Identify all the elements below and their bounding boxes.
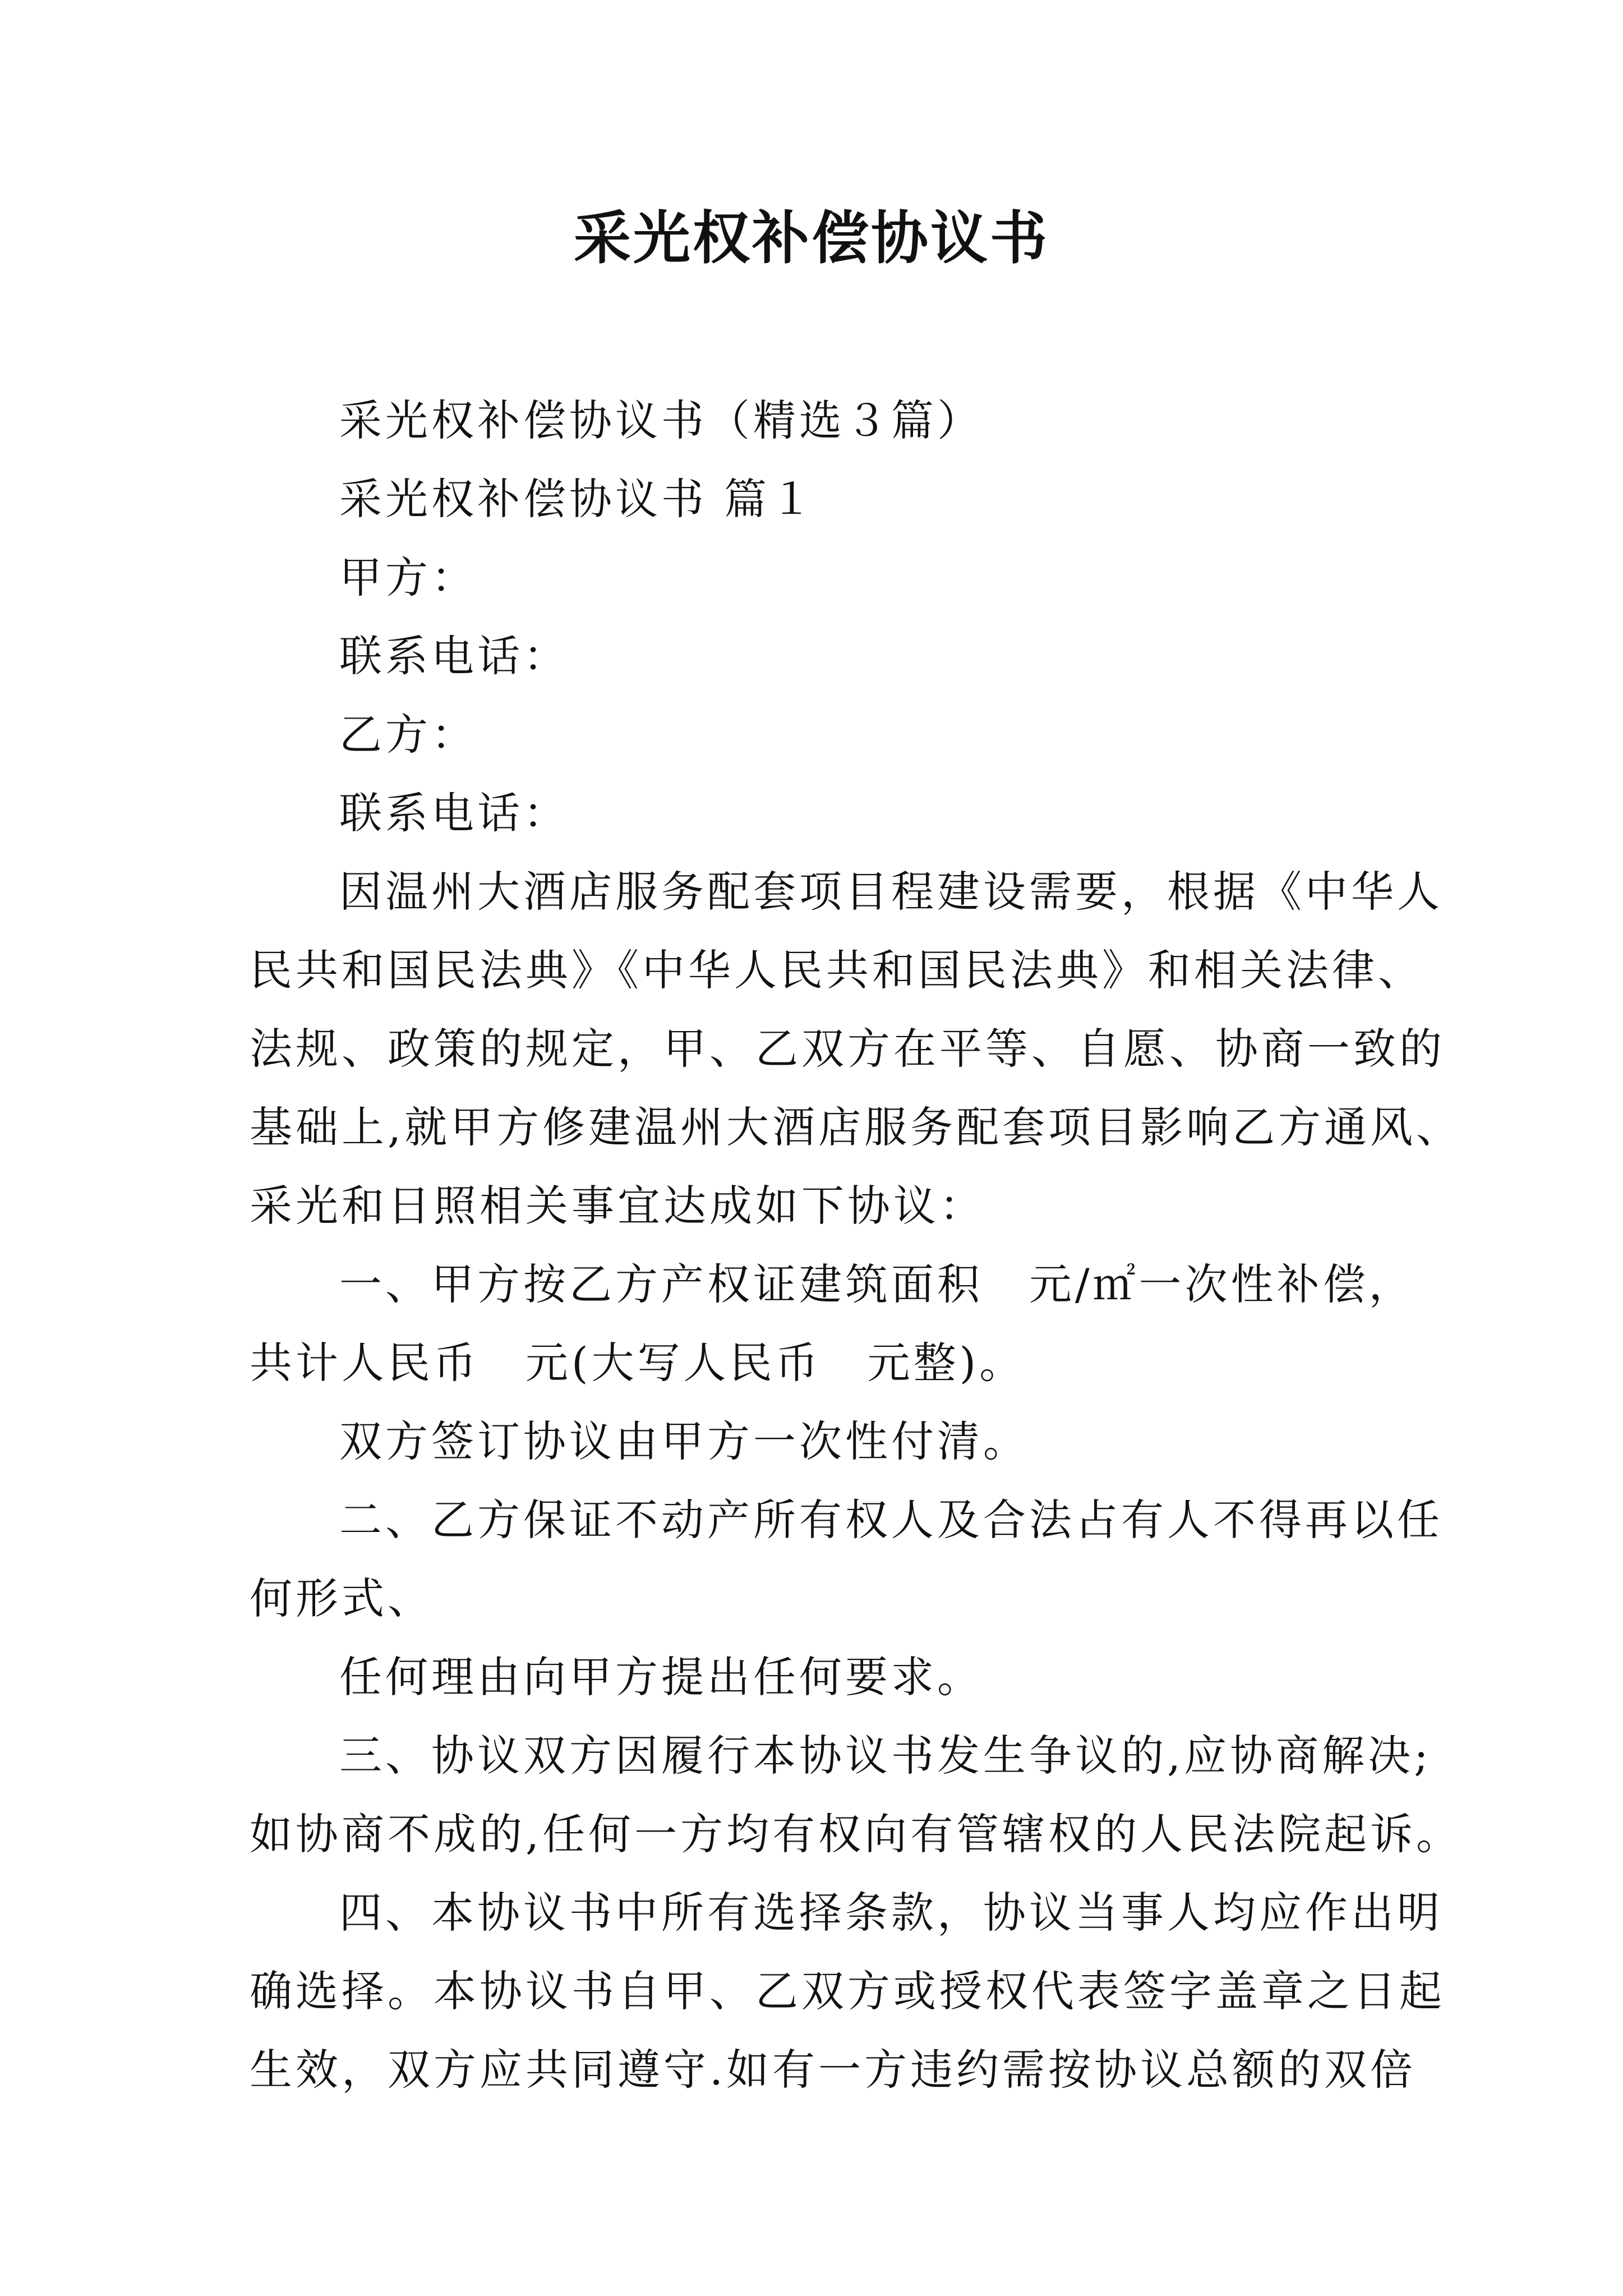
paragraph-line: 四、本协议书中所有选择条款，协议当事人均应作出明	[339, 1888, 1443, 1938]
paragraph-line: 民共和国民法典》《中华人民共和国民法典》和相关法律、	[250, 945, 1424, 995]
paragraph-line: 共计人民币 元(大写人民币 元整)。	[250, 1338, 1026, 1388]
paragraph-line: 如协商不成的,任何一方均有权向有管辖权的人民法院起诉。	[250, 1809, 1463, 1859]
paragraph-line: 一、甲方按乙方产权证建筑面积 元/㎡一次性补偿，	[339, 1259, 1415, 1309]
paragraph-line: 二、乙方保证不动产所有权人及合法占有人不得再以任	[339, 1495, 1443, 1545]
paragraph-line: 采光权补偿协议书（精选３篇）	[339, 395, 983, 445]
document-body	[250, 381, 1463, 2109]
paragraph-line: 双方签订协议由甲方一次性付清。	[339, 1416, 1029, 1466]
paragraph-line: 确选择。本协议书自甲、乙双方或授权代表签字盖章之日起	[250, 1966, 1445, 2016]
document-title: 采光权补偿协议书	[574, 205, 1049, 272]
paragraph-line: 基础上,就甲方修建温州大酒店服务配套项目影响乙方通风、	[250, 1102, 1463, 1152]
paragraph-line: 采光和日照相关事宜达成如下协议：	[250, 1181, 985, 1231]
paragraph-line: 联系电话：	[339, 788, 569, 838]
paragraph-line: 联系电话：	[339, 631, 569, 681]
paragraph-line: 法规、政策的规定，甲、乙双方在平等、自愿、协商一致的	[250, 1024, 1445, 1074]
paragraph-line: 采光权补偿协议书 篇１	[339, 474, 817, 524]
paragraph-line: 因温州大酒店服务配套项目程建设需要，根据《中华人	[339, 867, 1443, 917]
paragraph-line: 三、协议双方因履行本协议书发生争议的,应协商解决;	[339, 1731, 1432, 1780]
paragraph-line: 生效，双方应共同遵守.如有一方违约需按协议总额的双倍	[250, 2045, 1417, 2095]
paragraph-line: 甲方：	[339, 553, 477, 602]
paragraph-line: 乙方：	[339, 710, 477, 760]
paragraph-line: 任何理由向甲方提出任何要求。	[339, 1652, 983, 1702]
paragraph-line: 何形式、	[250, 1573, 434, 1623]
